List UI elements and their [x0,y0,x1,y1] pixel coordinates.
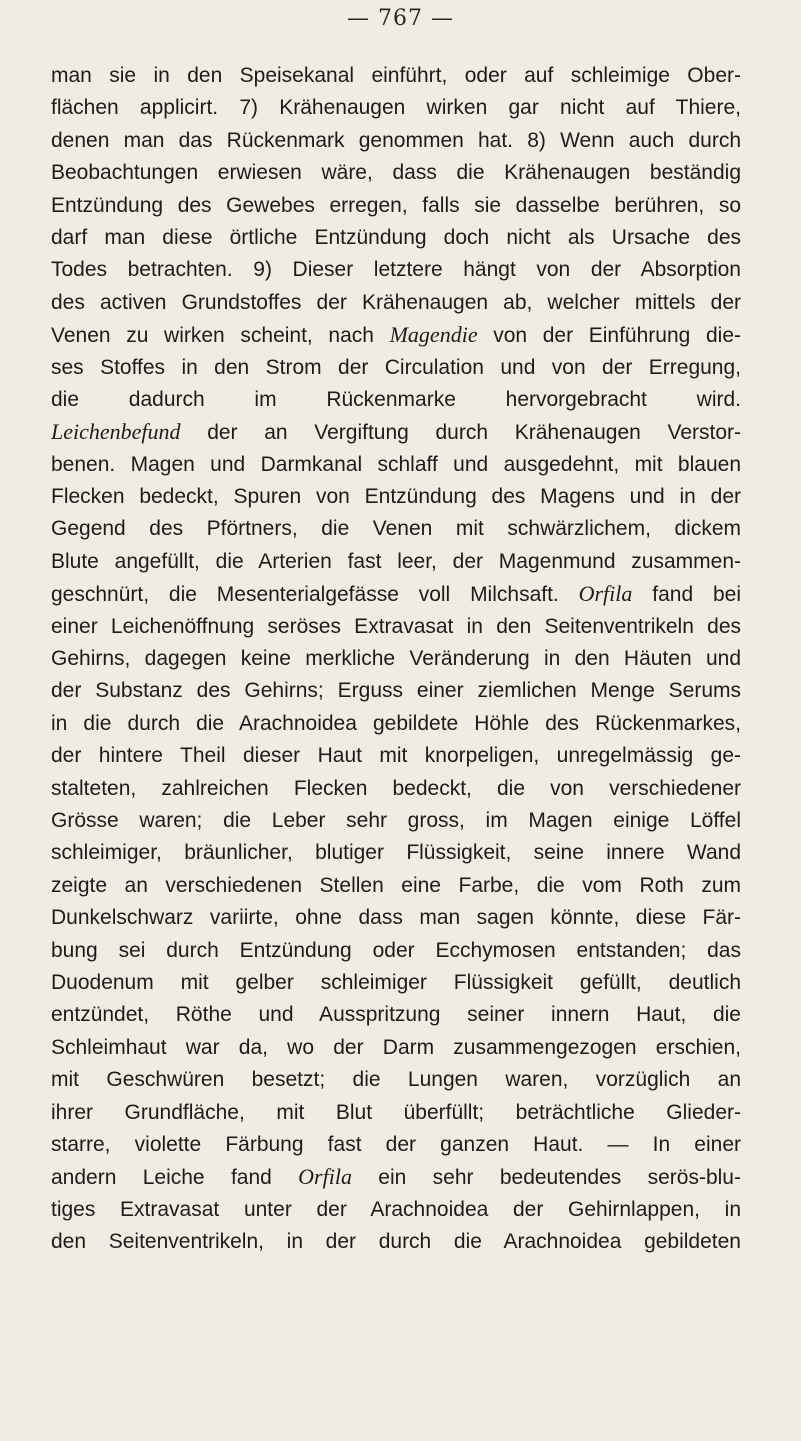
text-segment: schleimiger, bräunlicher, blutiger Flüssigkeit, seine innere Wand [51,841,741,865]
text-line [51,999,741,1031]
text-segment: ein sehr bedeutendes serös-blu- [351,1166,741,1190]
text-segment: fand bei [632,583,741,607]
text-segment: Dunkelschwarz variirte, ohne dass man sagen könnte, diese Fär- [51,906,741,930]
text-line [51,319,741,351]
italic-name: Leichenbefund [51,419,181,445]
text-segment: Flecken bedeckt, Spuren von Entzündung des Magens und in der [51,485,741,509]
text-segment: flächen applicirt. 7) Krähenaugen wirken gar nicht auf Thiere, [51,96,741,120]
text-segment: Venen zu wirken scheint, nach [51,324,390,348]
text-segment: die dadurch im Rückenmarke hervorgebracht wird. [51,387,741,411]
text-segment: entzündet, Röthe und Ausspritzung seiner innern Haut, die [51,1003,741,1027]
text-line [51,1226,741,1258]
text-line [51,773,741,805]
text-line [51,967,741,999]
text-line [51,384,741,416]
text-segment: darf man diese örtliche Entzündung doch nicht als Ursache des [51,225,741,249]
text-segment: denen man das Rückenmark genommen hat. 8) Wenn auch durch [51,128,741,152]
text-segment: von der Einführung die- [477,324,741,348]
text-segment: mit Geschwüren besetzt; die Lungen waren, vorzüglich an [51,1068,741,1092]
text-segment: in die durch die Arachnoidea gebildete Höhle des Rückenmarkes, [51,711,741,735]
text-line [51,352,741,384]
text-segment: des activen Grundstoffes der Krähenaugen ab, welcher mittels der [51,290,741,314]
text-line [51,1129,741,1161]
text-segment: stalteten, zahlreichen Flecken bedeckt, die von verschiedener [51,776,741,800]
text-segment: Grösse waren; die Leber sehr gross, im Magen einige Löffel [51,808,741,832]
text-line [51,1064,741,1096]
text-segment: starre, violette Färbung fast der ganzen Haut. — In einer [51,1132,741,1156]
text-segment: benen. Magen und Darmkanal schlaff und ausgedehnt, mit blauen [51,452,741,476]
text-segment: ihrer Grundfläche, mit Blut überfüllt; beträchtliche Glieder- [51,1100,741,1124]
text-segment: geschnürt, die Mesenterialgefässe voll Milchsaft. [51,583,579,607]
text-line [51,125,741,157]
text-segment: tiges Extravasat unter der Arachnoidea der Gehirnlappen, in [51,1197,741,1221]
text-segment: den Seitenventrikeln, in der durch die Arachnoidea gebildeten [51,1230,741,1254]
text-line [51,708,741,740]
italic-name: Orfila [298,1164,352,1190]
text-segment: Gehirns, dagegen keine merkliche Veränderung in den Häuten und [51,647,741,671]
text-line [51,675,741,707]
text-line [51,449,741,481]
text-line [51,254,741,286]
text-line [51,935,741,967]
text-line [51,1161,741,1193]
text-line [51,60,741,92]
text-line [51,546,741,578]
text-line [51,1194,741,1226]
text-segment: bung sei durch Entzündung oder Ecchymosen entstanden; das [51,938,741,962]
text-segment: Schleimhaut war da, wo der Darm zusammengezogen erschien, [51,1035,741,1059]
text-line [51,287,741,319]
text-line [51,157,741,189]
text-line [51,92,741,124]
text-segment: Entzündung des Gewebes erregen, falls sie dasselbe berühren, so [51,193,741,217]
text-segment: ses Stoffes in den Strom der Circulation und von der Erregung, [51,355,741,379]
text-line [51,190,741,222]
text-line [51,805,741,837]
body-text [51,60,741,1258]
text-line [51,222,741,254]
text-line [51,870,741,902]
text-line [51,513,741,545]
text-segment: Blute angefüllt, die Arterien fast leer, der Magenmund zusammen- [51,549,741,573]
text-segment: der Substanz des Gehirns; Erguss einer ziemlichen Menge Serums [51,679,741,703]
page-number: — 767 — [347,6,454,31]
text-line [51,902,741,934]
text-segment: zeigte an verschiedenen Stellen eine Farbe, die vom Roth zum [51,873,741,897]
italic-name: Magendie [389,322,478,348]
text-line [51,481,741,513]
text-segment: Duodenum mit gelber schleimiger Flüssigkeit gefüllt, deutlich [51,970,741,994]
text-segment: Todes betrachten. 9) Dieser letztere hängt von der Absorption [51,258,741,282]
text-segment: andern Leiche fand [51,1166,299,1190]
italic-name: Orfila [578,581,633,607]
text-segment: der an Vergiftung durch Krähenaugen Verstor- [180,421,741,445]
text-line [51,643,741,675]
text-segment: einer Leichenöffnung seröses Extravasat in den Seitenventrikeln des [51,614,741,638]
text-line [51,611,741,643]
text-line [51,1032,741,1064]
text-line [51,416,741,448]
text-line [51,1097,741,1129]
text-line [51,837,741,869]
text-segment: der hintere Theil dieser Haut mit knorpeligen, unregelmässig ge- [51,744,741,768]
text-line [51,740,741,772]
text-segment: man sie in den Speisekanal einführt, oder auf schleimige Ober- [51,64,741,87]
text-segment: Gegend des Pförtners, die Venen mit schwärzlichem, dickem [51,517,741,541]
text-segment: Beobachtungen erwiesen wäre, dass die Krähenaugen beständig [51,161,741,185]
text-line [51,578,741,610]
